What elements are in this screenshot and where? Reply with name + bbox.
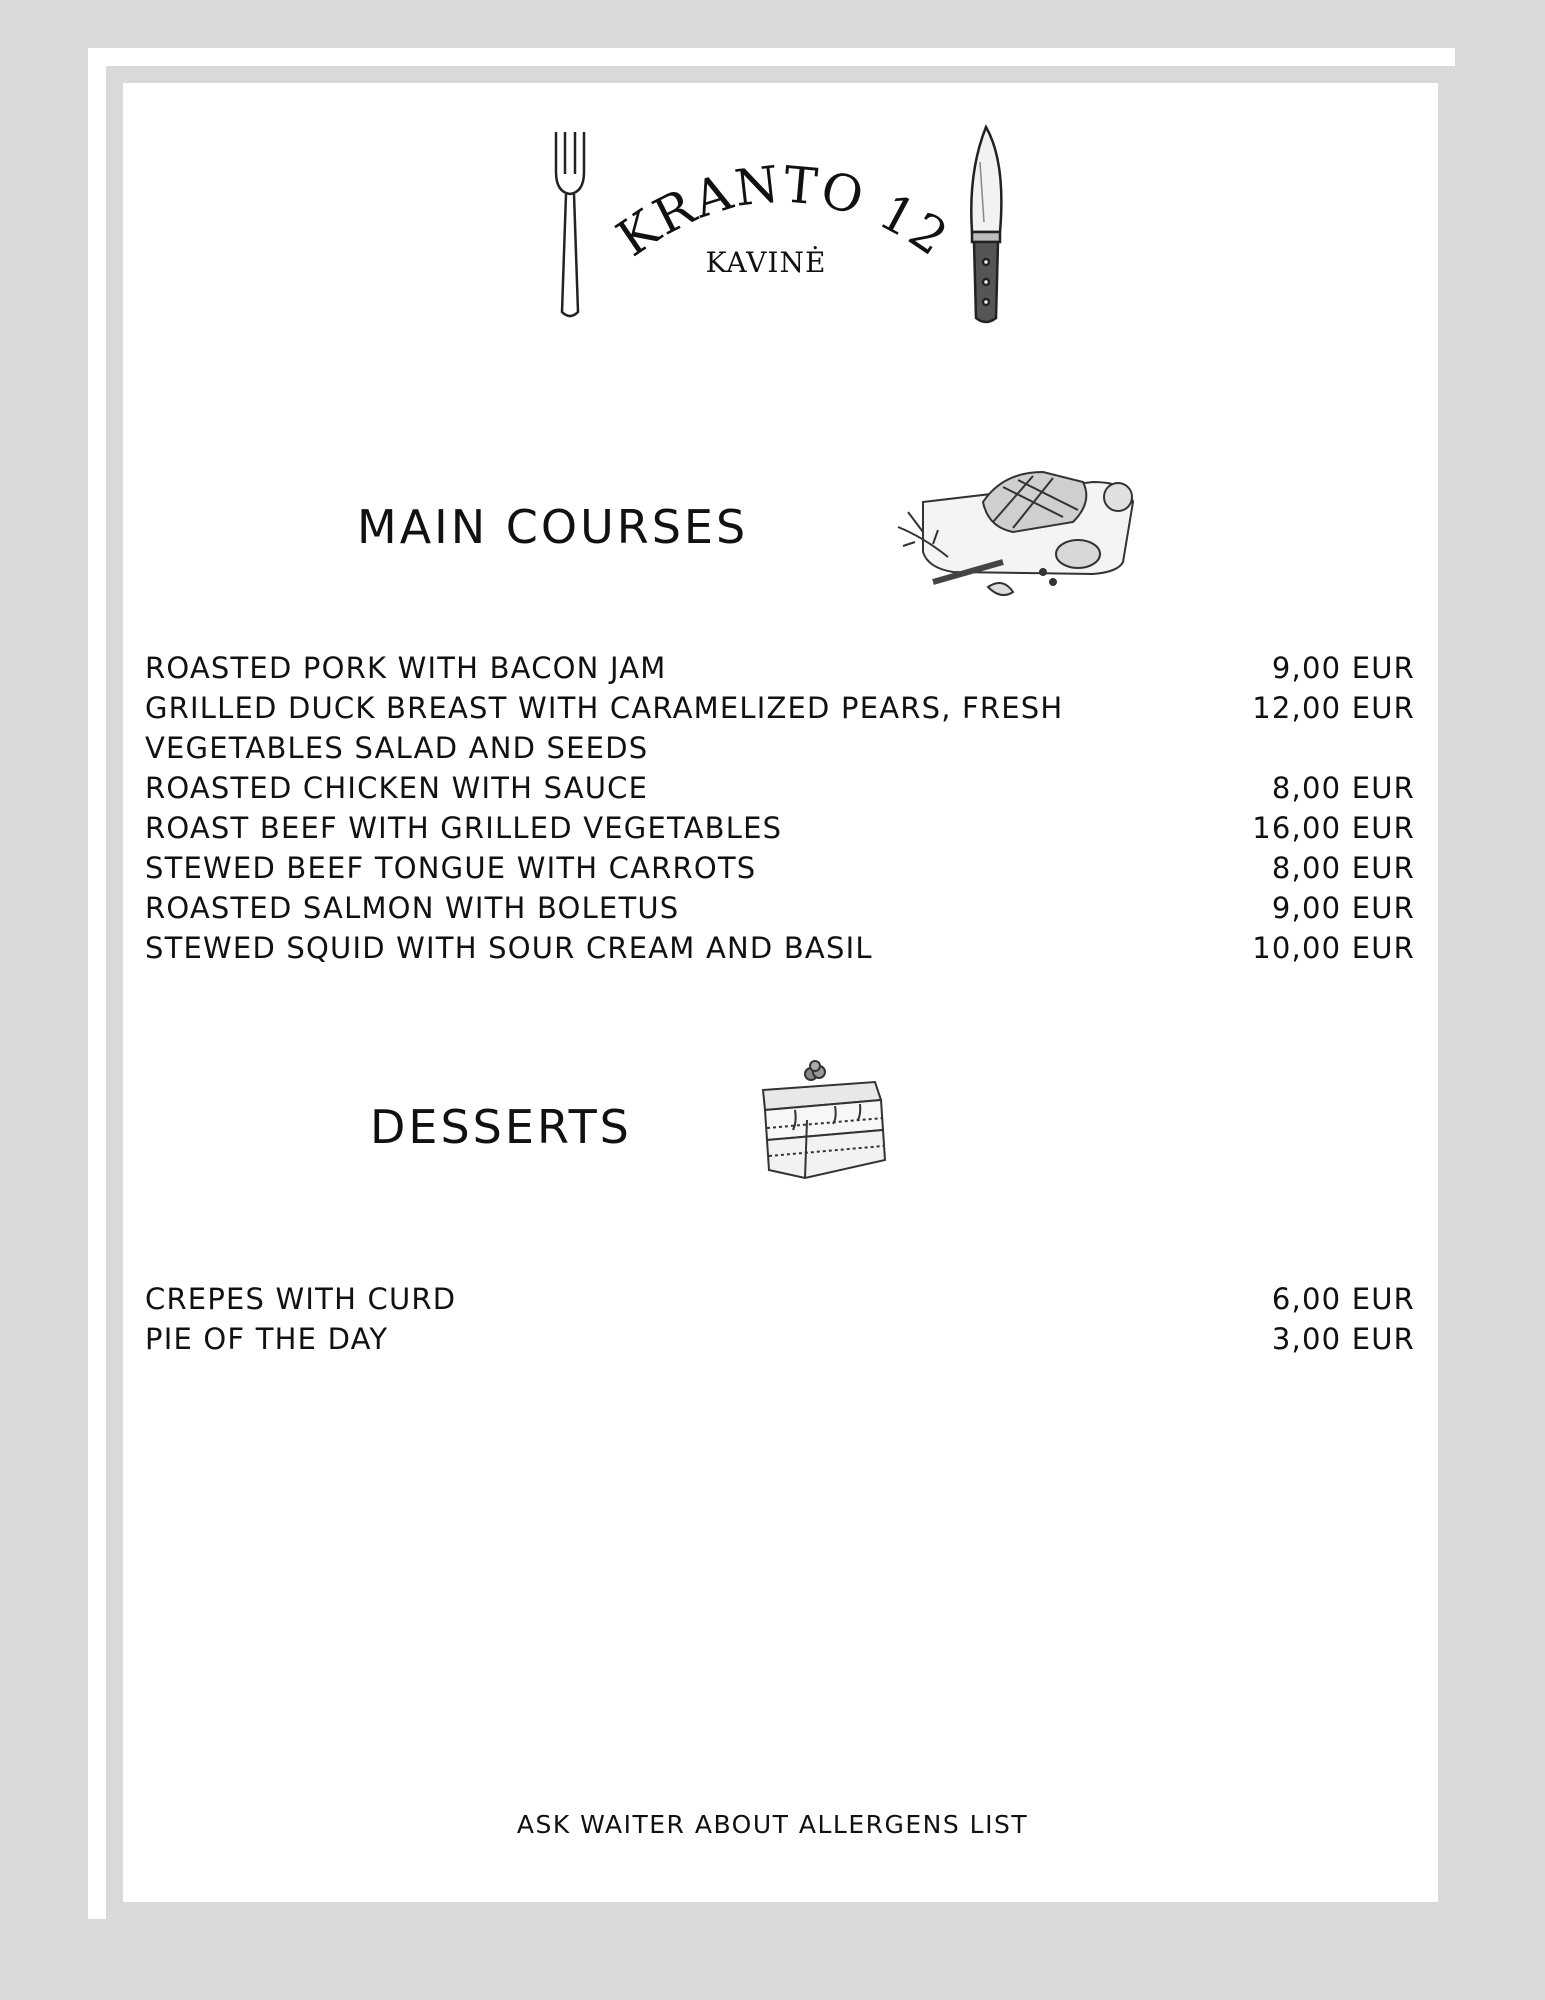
- restaurant-logo: [548, 122, 1014, 327]
- menu-item-price: 16,00 EUR: [1252, 811, 1415, 845]
- logo-subtitle: KAVINĖ: [705, 246, 827, 279]
- menu-item: [145, 928, 1415, 968]
- desserts-list: [145, 1279, 1415, 1359]
- allergens-note: ASK WAITER ABOUT ALLERGENS LIST: [516, 1810, 1029, 1839]
- menu-item-name: ROAST BEEF WITH GRILLED VEGETABLES: [145, 811, 783, 845]
- main-courses-list: [145, 648, 1415, 968]
- menu-item: [145, 688, 1415, 768]
- menu-item: [145, 848, 1415, 888]
- menu-item-name: GRILLED DUCK BREAST WITH CARAMELIZED PEARS, FRESH VEGETABLES SALAD AND SEEDS: [145, 691, 1064, 765]
- menu-item-price: 9,00 EUR: [1271, 651, 1415, 685]
- menu-item-price: 3,00 EUR: [1271, 1322, 1415, 1356]
- menu-item-price: 9,00 EUR: [1271, 891, 1415, 925]
- menu-item-price: 6,00 EUR: [1271, 1282, 1415, 1316]
- menu-item-price: 10,00 EUR: [1252, 931, 1415, 965]
- menu-item: [145, 648, 1415, 688]
- menu-item-name: STEWED BEEF TONGUE WITH CARROTS: [145, 851, 757, 885]
- menu-border-frame: [106, 66, 1455, 1919]
- logo-name: KRANTO 12: [606, 154, 960, 269]
- menu-item-price: 12,00 EUR: [1252, 691, 1415, 725]
- menu-item-name: ROASTED PORK WITH BACON JAM: [145, 651, 667, 685]
- cake-slice-illustration: [755, 1060, 889, 1190]
- menu-item-name: STEWED SQUID WITH SOUR CREAM AND BASIL: [145, 931, 873, 965]
- menu-item-price: 8,00 EUR: [1271, 851, 1415, 885]
- menu-item: [145, 888, 1415, 928]
- menu-item-name: ROASTED CHICKEN WITH SAUCE: [145, 771, 649, 805]
- menu-item-name: ROASTED SALMON WITH BOLETUS: [145, 891, 680, 925]
- menu-item-name: CREPES WITH CURD: [145, 1282, 457, 1316]
- knife-icon: [971, 127, 1001, 322]
- section-title-desserts: DESSERTS: [370, 1100, 632, 1154]
- steak-board-illustration: [893, 442, 1163, 602]
- menu-item: [145, 1279, 1415, 1319]
- section-title-main-courses: MAIN COURSES: [357, 500, 749, 554]
- menu-item: [145, 1319, 1415, 1359]
- menu-item-price: 8,00 EUR: [1271, 771, 1415, 805]
- menu-item: [145, 808, 1415, 848]
- fork-icon: [556, 132, 584, 316]
- menu-item: [145, 768, 1415, 808]
- menu-item-name: PIE OF THE DAY: [145, 1322, 389, 1356]
